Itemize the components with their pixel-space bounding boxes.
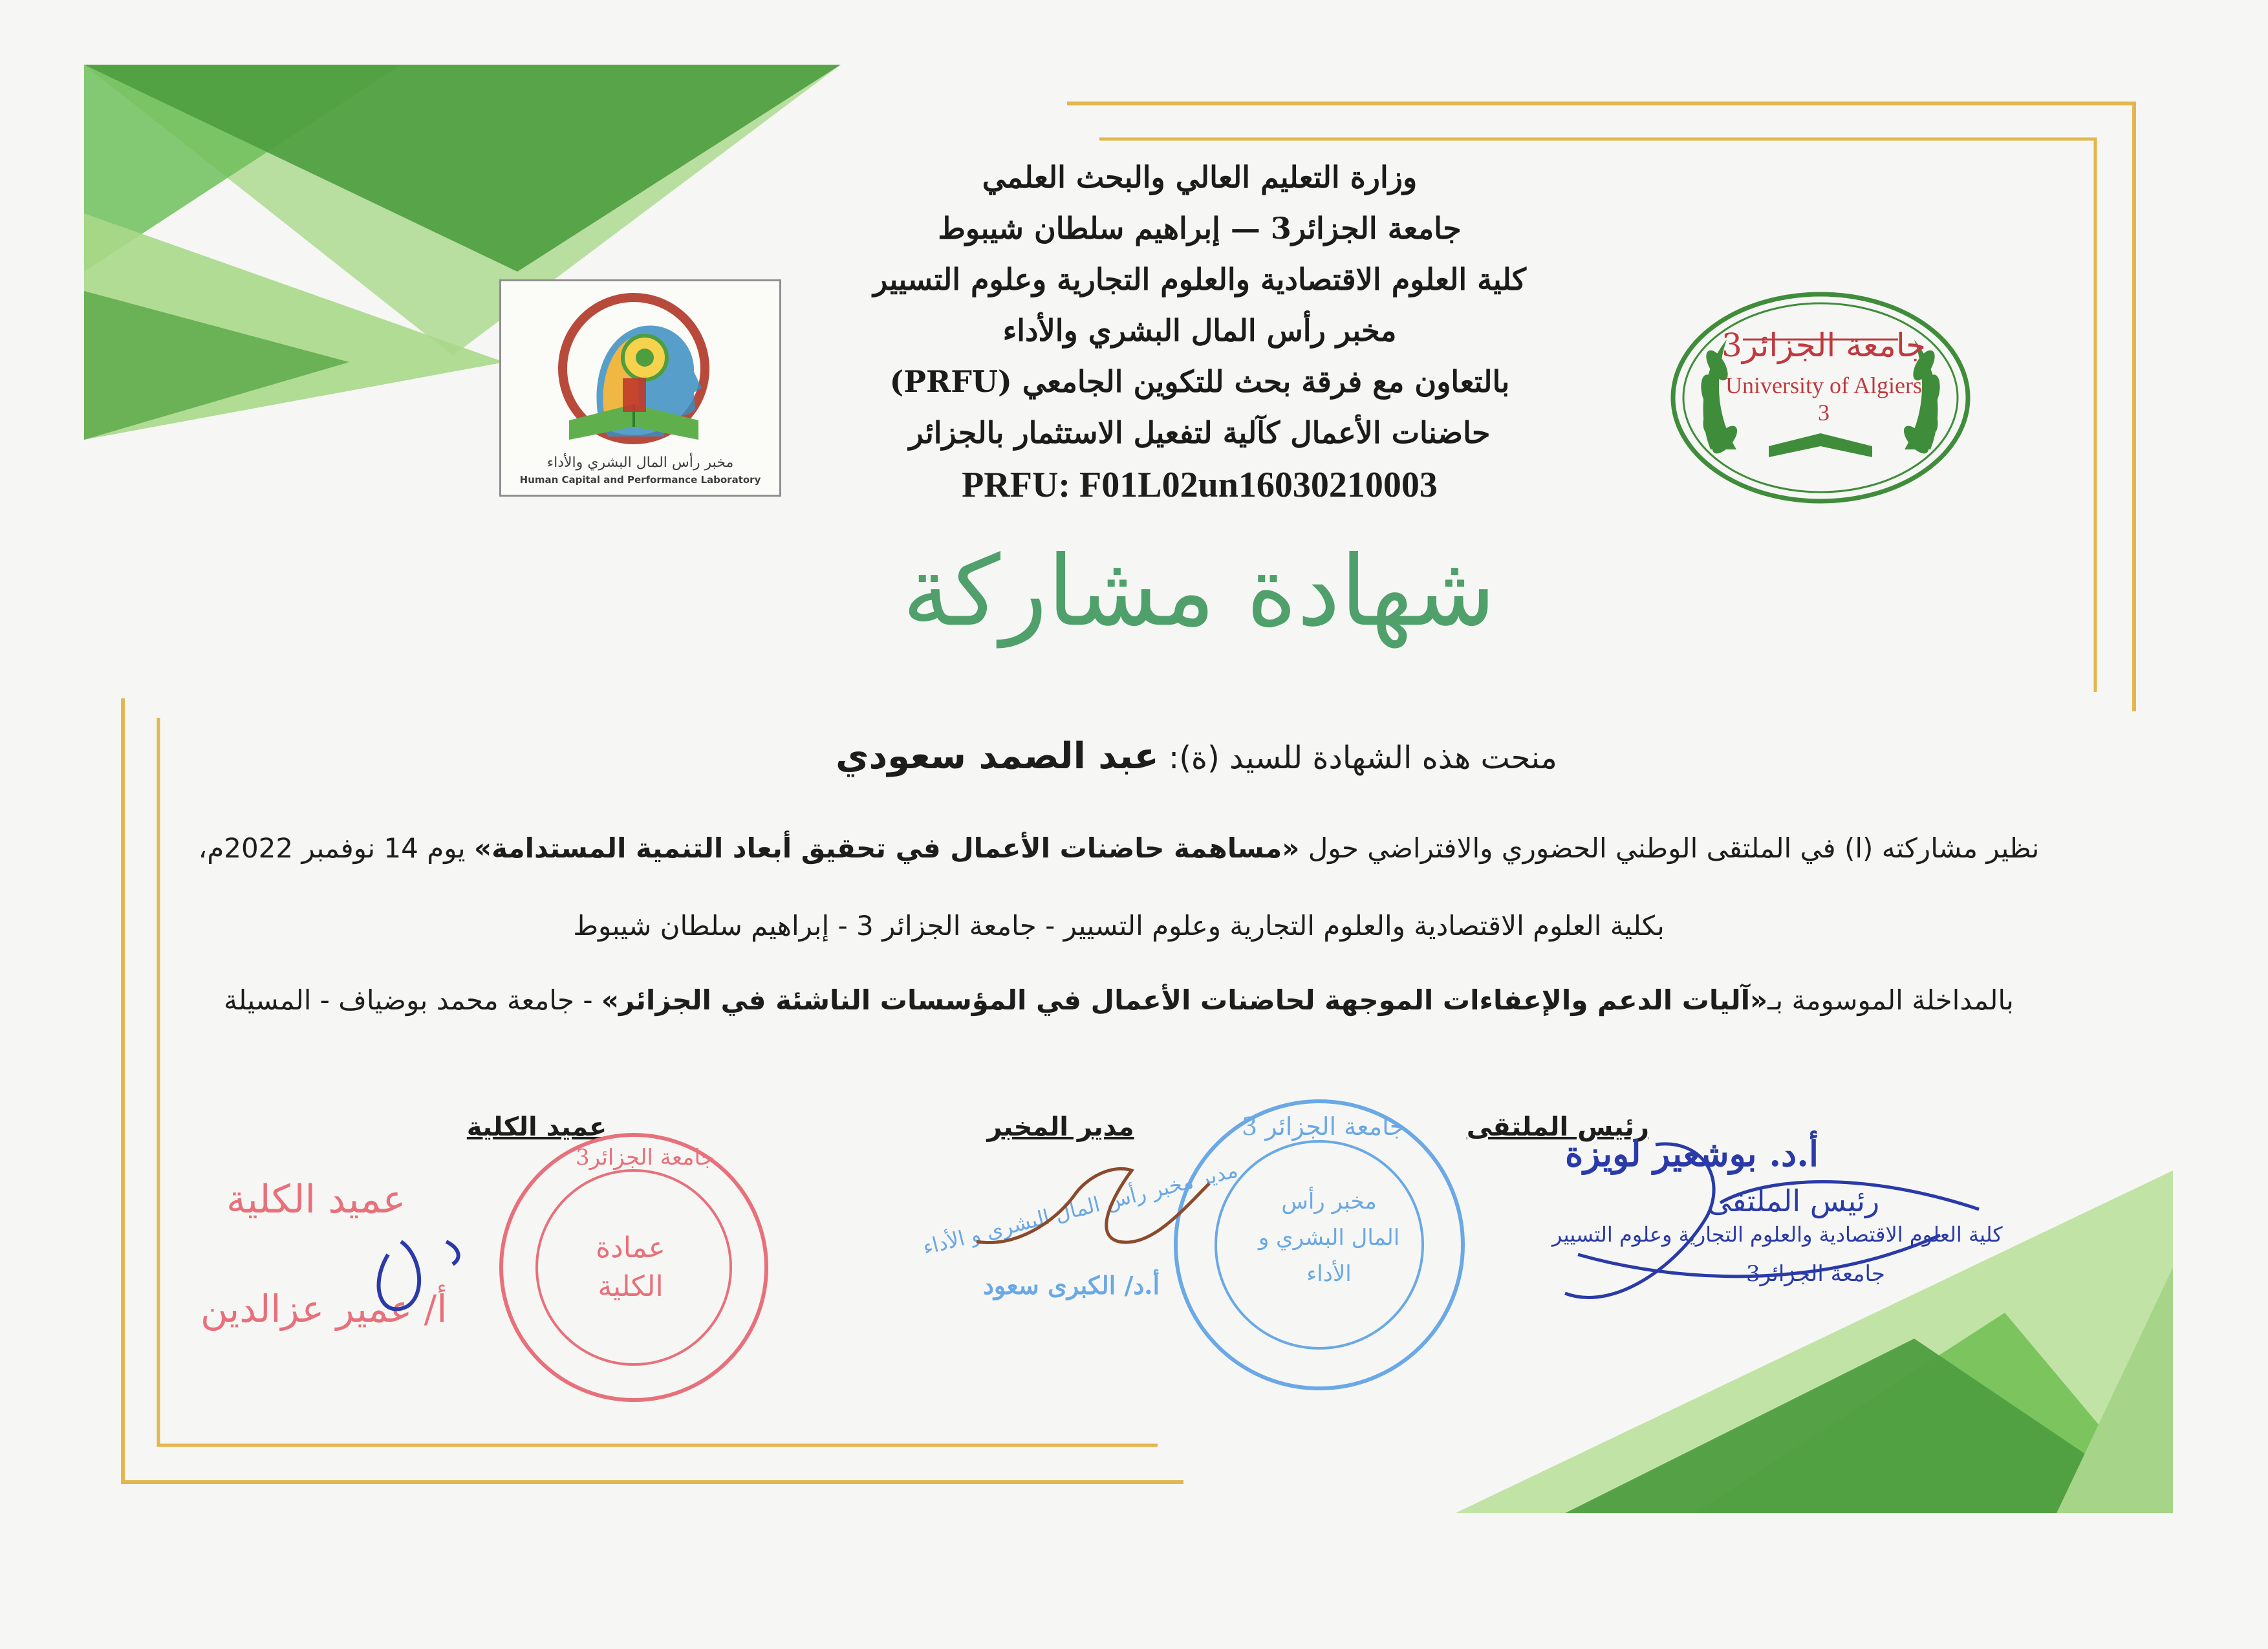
lab-stamp-text: مدير مخبر رأس المال البشري و الأداء — [920, 1158, 1240, 1260]
university-seal-name-ar: جامعة الجزائر3 — [1722, 327, 1926, 364]
collaboration-line: بالتعاون مع فرقة بحث للتكوين الجامعي (PRFU) — [889, 364, 1510, 399]
faculty-line: كلية العلوم الاقتصادية والعلوم التجارية وعلوم التسيير — [873, 262, 1526, 297]
dean-seal-ring-text: جامعة الجزائر3 — [576, 1145, 715, 1170]
paper-title: «آليات الدعم والإعفاءات الموجهة لحاضنات الأعمال في المؤسسات الناشئة في الجزائر» — [601, 984, 1768, 1016]
paper-line — [194, 980, 2044, 1021]
dean-signature — [362, 1229, 517, 1332]
lab-line: مخبر رأس المال البشري والأداء — [1002, 313, 1397, 348]
chair-name: أ.د. بوشعير لويزة — [1565, 1133, 1819, 1174]
participation-text: نظير مشاركته (ا) في الملتقى الوطني الحضوري والافتراضي حول — [1308, 832, 2040, 864]
certificate-title: شهادة مشاركة — [902, 535, 1496, 648]
recipient-line — [453, 727, 1940, 787]
conference-title: «مساهمة حاضنات الأعمال في تحقيق أبعاد التنمية المستدامة» — [473, 832, 1300, 864]
dean-stamp-label: عميد الكلية — [226, 1177, 406, 1222]
project-line: حاضنات الأعمال كآلية لتفعيل الاستثمار بالجزائر — [909, 415, 1491, 450]
university-seal-name-en: University of Algiers 3 — [1725, 372, 1922, 426]
lab-logo — [499, 279, 781, 497]
chair-faculty: كلية العلوم الاقتصادية والعلوم التجارية وعلوم التسيير — [1552, 1222, 2003, 1247]
ministry-line: وزارة التعليم العالي والبحث العلمي — [982, 160, 1418, 195]
lab-seal-ring-text: جامعة الجزائر 3 — [1242, 1112, 1405, 1141]
lab-logo-caption-en: Human Capital and Performance Laboratory — [519, 474, 761, 486]
dean-title: عميد الكلية — [466, 1112, 607, 1142]
paper-label: بالمداخلة الموسومة بـ — [1767, 984, 2014, 1016]
dean-seal-center-text: عمادة الكلية — [596, 1231, 665, 1303]
lab-seal-center-text: مخبر رأس المال البشري و الأداء — [1258, 1189, 1400, 1287]
chair-university: جامعة الجزائر3 — [1746, 1261, 1885, 1287]
university-line: جامعة الجزائر3 — إبراهيم سلطان شيبوط — [938, 211, 1462, 246]
recipient-name: عبد الصمد سعودي — [836, 735, 1159, 777]
participation-line — [194, 828, 2044, 869]
chair-title: رئيس الملتقى — [1466, 1112, 1649, 1142]
lab-logo-caption-ar: مخبر رأس المال البشري والأداء — [546, 455, 734, 471]
header-block — [828, 152, 1571, 512]
dean-stamp-name: أ/ عمير عزالدين — [200, 1287, 448, 1331]
venue-line: بكلية العلوم الاقتصادية والعلوم التجارية وعلوم التسيير - جامعة الجزائر 3 - إبراهيم سلطان شيبوط — [573, 910, 1665, 942]
human-head-lab-logo-icon — [501, 281, 779, 456]
prfu-code: PRFU: F01L02un16030210003 — [962, 465, 1438, 505]
lab-director-signature — [964, 1145, 1222, 1274]
chair-signature — [1539, 1099, 1992, 1345]
chair-role: رئيس الملتقى — [1707, 1183, 1880, 1218]
recipient-label: منحت هذه الشهادة للسيد (ة): — [1169, 740, 1557, 776]
lab-stamp-name: أ.د/ الكبرى سعود — [983, 1271, 1160, 1300]
lab-director-title: مدير المخبر — [987, 1112, 1134, 1142]
paper-affiliation: - جامعة محمد بوضياف - المسيلة — [224, 984, 593, 1016]
conference-date: يوم 14 نوفمبر 2022م، — [198, 832, 466, 864]
